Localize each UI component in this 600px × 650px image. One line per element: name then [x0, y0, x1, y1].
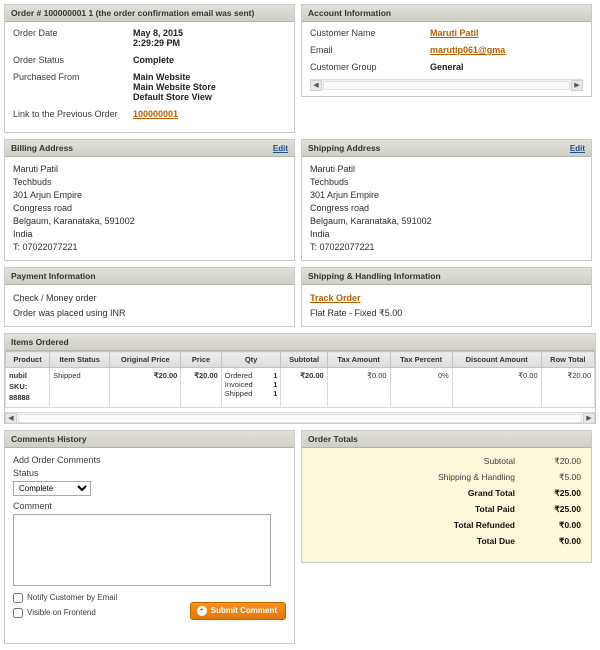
- cell-discount-amount: ₹0.00: [452, 368, 541, 408]
- total-row-grand-total: [312, 488, 581, 499]
- purchased-from-line-3: Default Store View: [133, 92, 212, 102]
- qty-shipped-value: 1: [273, 389, 278, 399]
- purchased-from-line-1: Main Website: [133, 72, 191, 82]
- add-order-comments-label: Add Order Comments: [13, 454, 101, 465]
- track-order-link[interactable]: Track Order: [310, 293, 361, 304]
- shipping-handling-title: Shipping & Handling Information: [308, 271, 441, 282]
- scroll-right-arrow-icon[interactable]: ▶: [571, 80, 583, 91]
- cell-row-total: ₹20.00: [541, 368, 594, 408]
- cell-original-price: ₹20.00: [110, 368, 181, 408]
- items-table: [5, 351, 595, 408]
- purchased-from-line-2: Main Website Store: [133, 82, 216, 92]
- purchased-from-row: [13, 72, 286, 102]
- customer-group-row: [310, 62, 583, 72]
- order-date-row: [13, 28, 286, 48]
- order-totals-title: Order Totals: [308, 433, 358, 444]
- account-column: [301, 4, 592, 139]
- items-header-row: [6, 352, 595, 368]
- cell-qty: [221, 368, 281, 408]
- billing-column: [4, 139, 295, 267]
- col-item-status: Item Status: [50, 352, 110, 368]
- billing-line-4: Congress road: [13, 203, 73, 214]
- account-information-body: [302, 22, 591, 96]
- visible-frontend-checkbox[interactable]: [13, 608, 23, 618]
- scroll-left-arrow-icon[interactable]: ◀: [310, 80, 322, 91]
- table-row: [6, 368, 595, 408]
- billing-line-2: Techbuds: [13, 177, 52, 188]
- subtotal-label: Subtotal: [483, 455, 515, 466]
- total-paid-value: ₹25.00: [554, 503, 581, 514]
- shipping-method-column: [301, 267, 592, 333]
- col-qty: Qty: [221, 352, 281, 368]
- items-ordered-title: Items Ordered: [11, 337, 69, 348]
- order-date-value: [133, 28, 183, 48]
- customer-email-label: Email: [310, 45, 333, 55]
- order-information-title: Order # 100000001 1 (the order confirmation email was sent): [11, 8, 255, 18]
- customer-name-link[interactable]: Maruti Patil: [430, 28, 479, 38]
- total-row-total-paid: [312, 504, 581, 515]
- order-information-body: [5, 22, 294, 132]
- payment-row: [4, 267, 596, 333]
- submit-wrap: [190, 602, 286, 620]
- shipping-address-edit-link[interactable]: Edit: [569, 143, 585, 153]
- qty-ordered-value: 1: [273, 371, 278, 381]
- order-status-row: [13, 55, 286, 65]
- address-row: [4, 139, 596, 267]
- plus-icon: +: [197, 606, 207, 616]
- total-row-total-refunded: [312, 520, 581, 531]
- customer-name-label: Customer Name: [310, 28, 376, 38]
- billing-line-1: Maruti Patil: [13, 164, 59, 174]
- subtotal-value: ₹20.00: [554, 455, 581, 466]
- shipping-line-4: Congress road: [310, 203, 370, 214]
- shipping-column: [301, 139, 592, 267]
- cell-price: ₹20.00: [181, 368, 221, 408]
- items-table-head: [6, 352, 595, 368]
- order-date-label: Order Date: [13, 28, 58, 38]
- col-discount-amount: Discount Amount: [452, 352, 541, 368]
- customer-name-row: [310, 28, 583, 38]
- product-sku-value: 88888: [9, 392, 30, 402]
- shipping-line-7: T: 07022077221: [310, 242, 375, 253]
- previous-order-row: [13, 109, 286, 119]
- payment-information-panel: [4, 267, 295, 327]
- order-totals-panel: [301, 430, 592, 563]
- items-scroll-left-arrow-icon[interactable]: ◀: [5, 413, 17, 424]
- billing-address-edit-link[interactable]: Edit: [272, 143, 288, 153]
- account-information-panel: [301, 4, 592, 97]
- billing-address-panel: [4, 139, 295, 261]
- order-status-value: Complete: [133, 55, 175, 65]
- notify-customer-checkbox[interactable]: [13, 593, 23, 603]
- items-table-body: [6, 368, 595, 408]
- shipping-handling-value: ₹5.00: [559, 471, 581, 482]
- total-paid-label: Total Paid: [475, 503, 515, 514]
- shipping-handling-body: [302, 285, 591, 326]
- items-scroll-track[interactable]: [18, 414, 582, 423]
- payment-information-title: Payment Information: [11, 271, 96, 282]
- col-row-total: Row Total: [541, 352, 594, 368]
- customer-email-link[interactable]: marutip061@gma: [430, 45, 506, 55]
- visible-frontend-label[interactable]: Visible on Frontend: [27, 608, 96, 618]
- grand-total-label: Grand Total: [467, 487, 515, 498]
- purchased-from-value: [133, 72, 216, 102]
- payment-column: [4, 267, 295, 333]
- account-information-header: [302, 5, 591, 22]
- shipping-address-header: [302, 140, 591, 157]
- comment-label: Comment: [13, 500, 53, 511]
- total-refunded-label: Total Refunded: [453, 519, 515, 530]
- customer-email-row: [310, 45, 583, 55]
- order-totals-body: [302, 448, 591, 562]
- customer-group-value: General: [430, 62, 464, 72]
- shipping-address-title: Shipping Address: [308, 143, 381, 153]
- scroll-track[interactable]: [323, 81, 570, 90]
- items-ordered-header: [5, 334, 595, 351]
- qty-invoiced-value: 1: [273, 380, 278, 390]
- shipping-line-1: Maruti Patil: [310, 164, 356, 174]
- total-refunded-value: ₹0.00: [559, 519, 581, 530]
- total-due-label: Total Due: [476, 535, 515, 546]
- submit-comment-label: Submit Comment: [210, 606, 277, 616]
- qty-ordered-label: Ordered: [224, 371, 253, 381]
- payment-method: Check / Money order: [13, 293, 97, 304]
- comments-history-title: Comments History: [11, 433, 87, 444]
- qty-invoiced: [225, 380, 278, 389]
- shipping-line-6: India: [310, 229, 330, 240]
- shipping-line-5: Belgaum, Karanataka, 591002: [310, 216, 432, 227]
- order-date-line-1: May 8, 2015: [133, 28, 184, 38]
- payment-information-body: [5, 285, 294, 326]
- billing-line-7: T: 07022077221: [13, 242, 78, 253]
- shipping-handling-label: Shipping & Handling: [437, 471, 515, 482]
- bottom-row: [4, 430, 596, 650]
- cell-item-status: Shipped: [50, 368, 110, 408]
- total-due-value: ₹0.00: [559, 535, 581, 546]
- comment-status-select[interactable]: [13, 481, 91, 496]
- col-tax-amount: Tax Amount: [327, 352, 390, 368]
- comments-history-panel: [4, 430, 295, 644]
- billing-line-5: Belgaum, Karanataka, 591002: [13, 216, 135, 227]
- shipping-method-amount: ₹5.00: [379, 307, 403, 318]
- purchased-from-label: Purchased From: [13, 72, 80, 82]
- billing-line-3: 301 Arjun Empire: [13, 190, 83, 201]
- top-row: [4, 4, 596, 139]
- comments-column: [4, 430, 295, 650]
- qty-ordered: [225, 371, 278, 380]
- cell-product: [6, 368, 50, 408]
- shipping-handling-header: [302, 268, 591, 285]
- items-scroll-right-arrow-icon[interactable]: ▶: [583, 413, 595, 424]
- comments-history-header: [5, 431, 294, 448]
- previous-order-label: Link to the Previous Order: [13, 109, 118, 119]
- shipping-address-panel: [301, 139, 592, 261]
- shipping-address-body: [302, 157, 591, 260]
- notify-customer-label[interactable]: Notify Customer by Email: [27, 593, 118, 603]
- col-price: Price: [181, 352, 221, 368]
- status-label: Status: [13, 467, 39, 478]
- billing-line-6: India: [13, 229, 33, 240]
- total-row-shipping: [312, 472, 581, 483]
- items-horizontal-scrollbar[interactable]: [5, 412, 595, 423]
- order-date-line-2: 2:29:29 PM: [133, 38, 181, 48]
- shipping-line-3: 301 Arjun Empire: [310, 190, 380, 201]
- comments-history-body: [5, 448, 294, 643]
- order-status-label: Order Status: [13, 55, 65, 65]
- previous-order-link[interactable]: 100000001: [133, 109, 179, 119]
- order-totals-header: [302, 431, 591, 448]
- qty-shipped: [225, 389, 278, 398]
- shipping-handling-panel: [301, 267, 592, 327]
- payment-currency-note: Order was placed using INR: [13, 307, 126, 318]
- customer-group-label: Customer Group: [310, 62, 377, 72]
- items-ordered-panel: [4, 333, 596, 424]
- billing-address-title: Billing Address: [11, 143, 74, 153]
- account-horizontal-scrollbar[interactable]: [310, 79, 583, 90]
- payment-information-header: [5, 268, 294, 285]
- submit-comment-button[interactable]: [190, 602, 286, 620]
- cell-subtotal: ₹20.00: [281, 368, 327, 408]
- total-row-subtotal: [312, 456, 581, 467]
- col-subtotal: Subtotal: [281, 352, 327, 368]
- order-information-panel: [4, 4, 295, 133]
- account-information-title: Account Information: [308, 8, 392, 18]
- col-product: Product: [6, 352, 50, 368]
- order-column: [4, 4, 295, 139]
- comment-textarea[interactable]: [13, 514, 271, 586]
- cell-tax-percent: 0%: [390, 368, 452, 408]
- product-name: nubil: [9, 371, 27, 381]
- billing-address-body: [5, 157, 294, 260]
- qty-shipped-label: Shipped: [224, 389, 253, 399]
- billing-address-header: [5, 140, 294, 157]
- col-tax-percent: Tax Percent: [390, 352, 452, 368]
- total-row-total-due: [312, 536, 581, 547]
- order-information-header: [5, 5, 294, 22]
- cell-tax-amount: ₹0.00: [327, 368, 390, 408]
- col-original-price: Original Price: [110, 352, 181, 368]
- product-sku-label: SKU:: [9, 381, 28, 391]
- totals-column: [301, 430, 592, 650]
- qty-invoiced-label: Invoiced: [224, 380, 253, 390]
- shipping-method-label: Flat Rate - Fixed: [310, 307, 377, 318]
- shipping-line-2: Techbuds: [310, 177, 349, 188]
- grand-total-value: ₹25.00: [554, 487, 581, 498]
